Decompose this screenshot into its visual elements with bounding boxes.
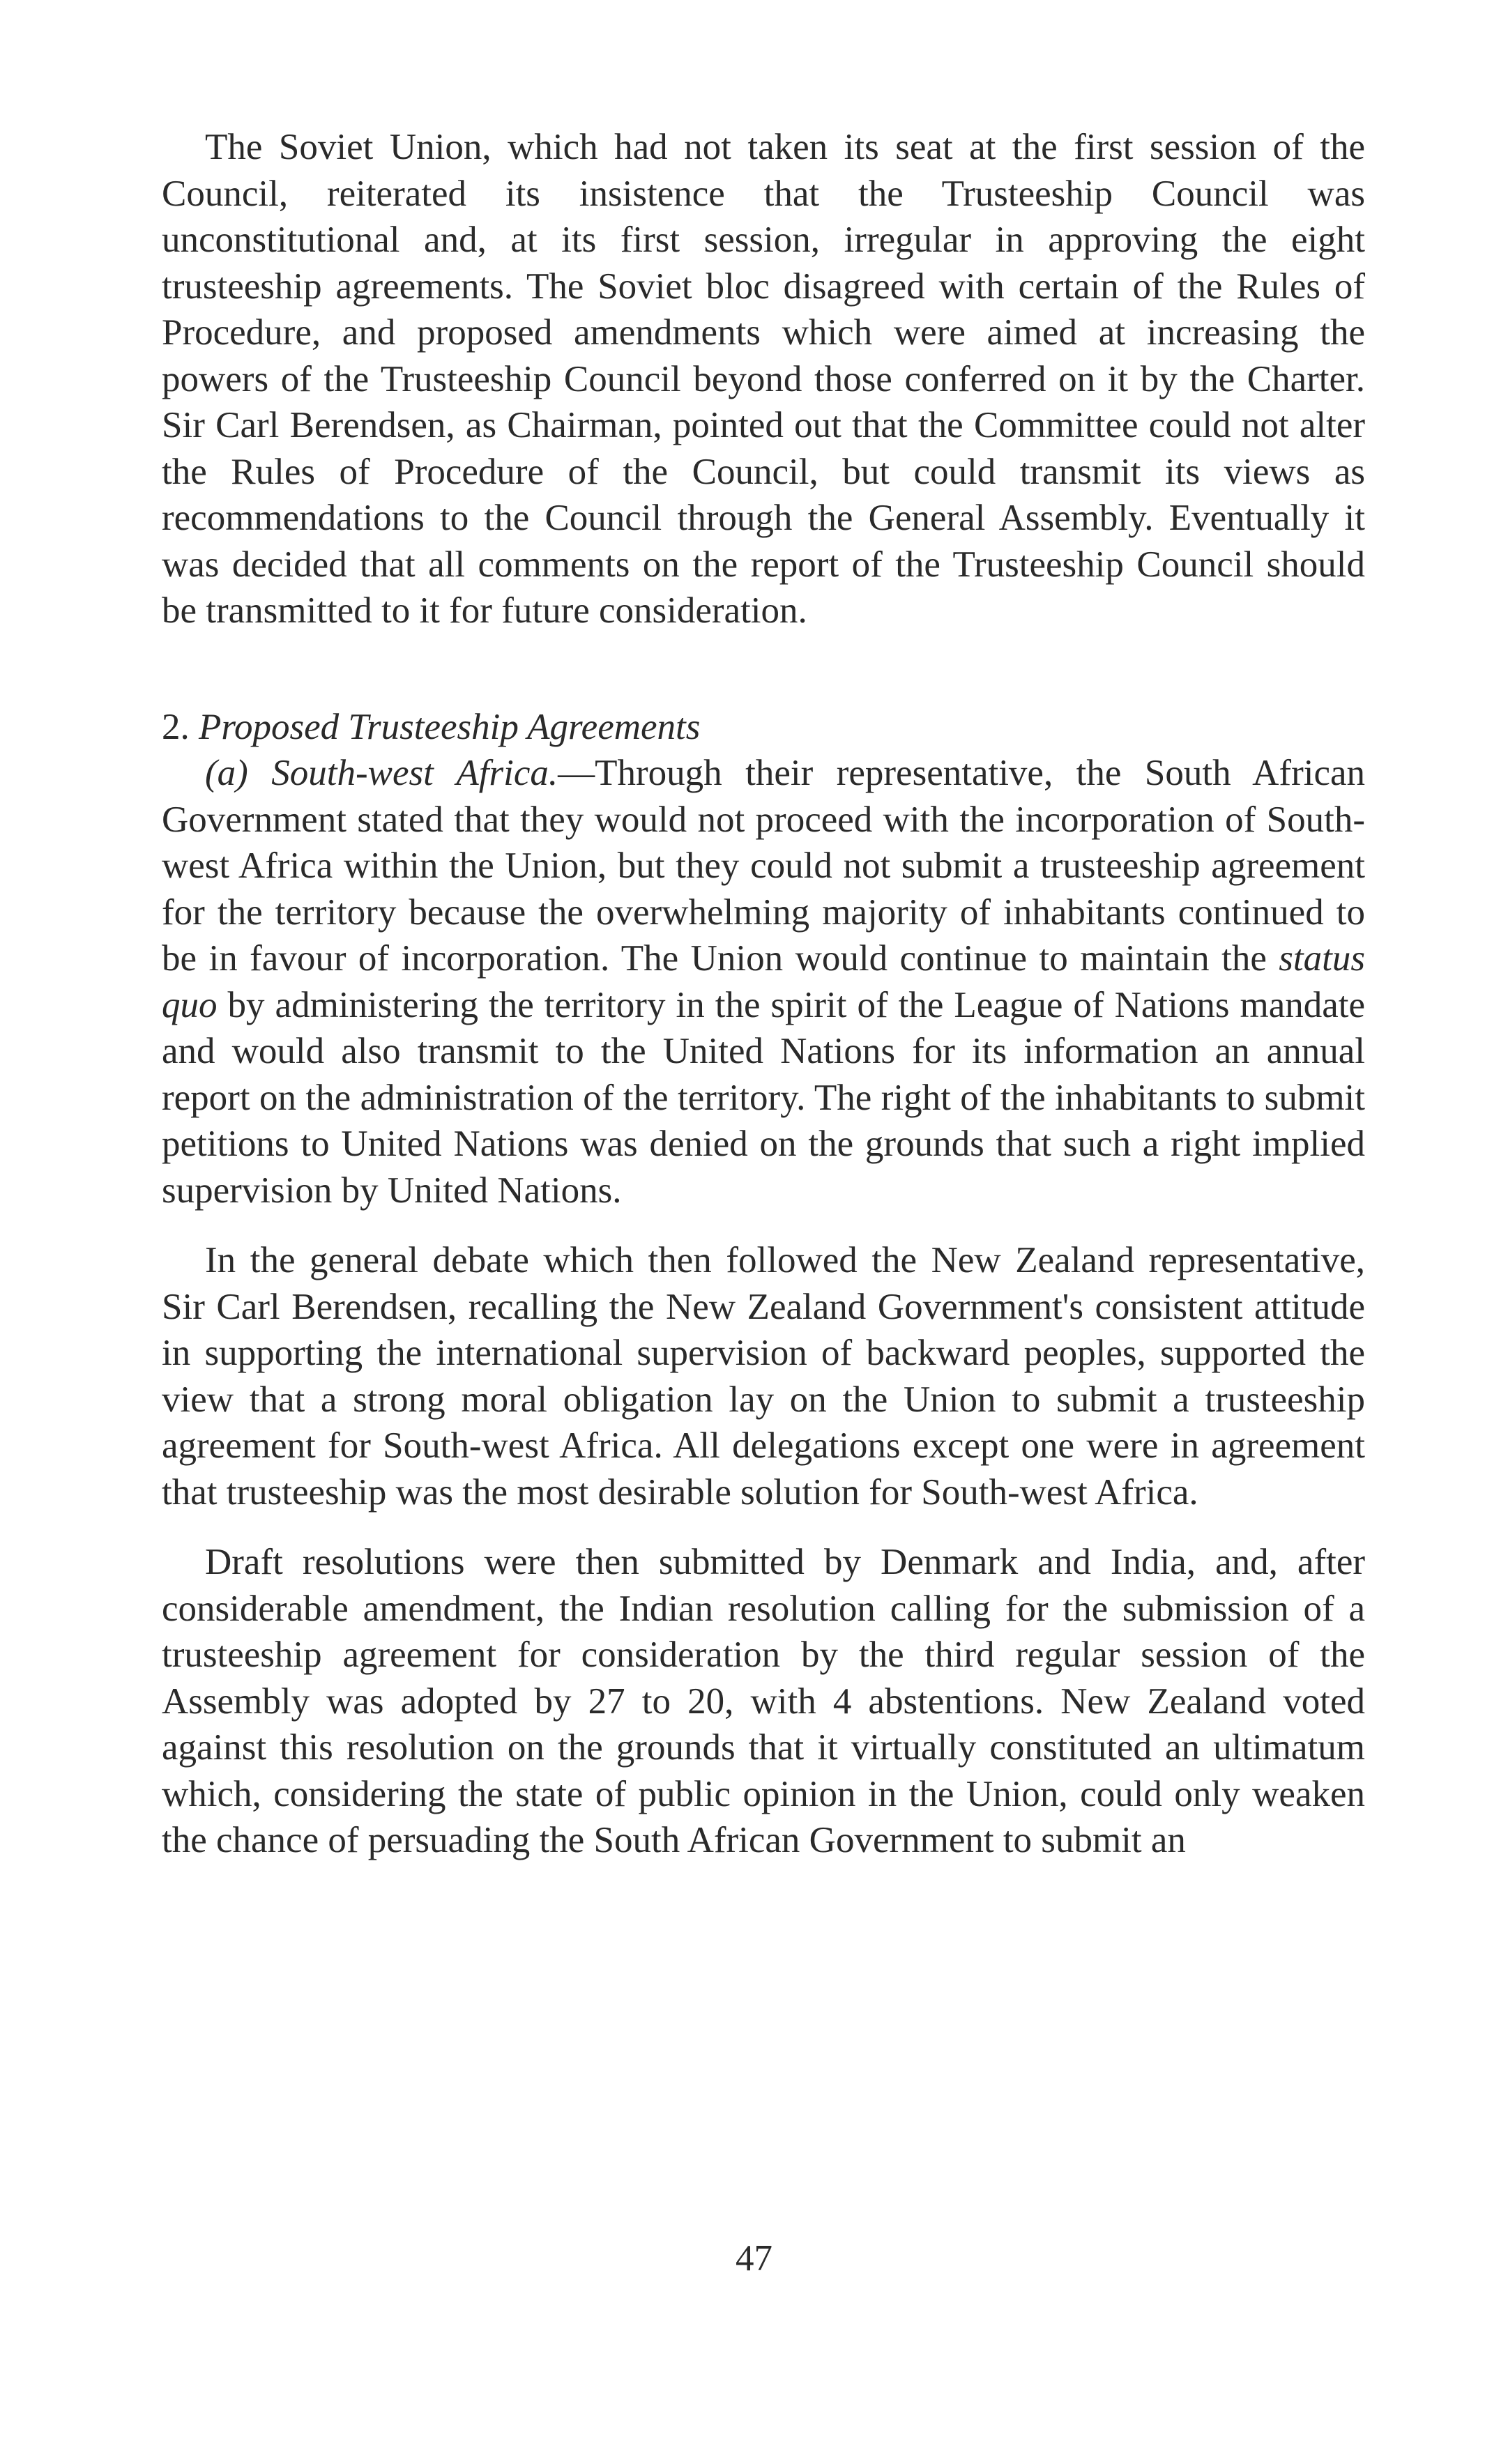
paragraph-text-continued: by administering the territory in the spirit of the League of Nations mandate and would also transmit to the United Nations for its information an annual report on the administration of the territory. The right of the inhabitants to submit petitions to United Nations was denied on the grounds that such a right implied supervision by United Nations. (162, 984, 1365, 1211)
page-number: 47 (736, 2238, 772, 2279)
paragraph-general-debate: In the general debate which then followed the New Zealand representative, Sir Carl Berendsen, recalling the New Zealand Government's consistent attitude in supporting the international supervision of backward peoples, supported the view that a strong moral obligation lay on the Union to submit a trusteeship agreement for South-west Africa. All delegations except one were in agreement that trusteeship was the most desirable solution for South-west Africa. (162, 1240, 1365, 1513)
paragraph-soviet-union: The Soviet Union, which had not taken its seat at the first session of the Council, reiterated its insistence that the Trusteeship Council was unconstitutional and, at its first session, irregular in approving the eight trusteeship agreements. The Soviet bloc disagreed with certain of the Rules of Procedure, and proposed amendments which were aimed at increasing the powers of the Trusteeship Council beyond those conferred on it by the Charter. Sir Carl Berendsen, as Chairman, pointed out that the Committee could not alter the Rules of Procedure of the Council, but could transmit its views as recommendations to the Council through the General Assembly. Eventually it was decided that all comments on the report of the Trusteeship Council should be transmitted to it for future consideration. (162, 127, 1365, 631)
page-body (162, 124, 1365, 1864)
subsection-label: (a) (205, 753, 248, 793)
paragraph-draft-resolutions: Draft resolutions were then submitted by Denmark and India, and, after considerable amendment, the Indian resolution calling for the submission of a trusteeship agreement for consideration by the third regular session of the Assembly was adopted by 27 to 20, with 4 abstentions. New Zealand voted against this resolution on the grounds that it virtually constituted an ultimatum which, considering the state of public opinion in the Union, could only weaken the chance of persuading the South African Government to submit an (162, 1542, 1365, 1860)
italic-phrase: status quo (162, 938, 1365, 1025)
paragraph-text: —Through their representative, the South African Government stated that they would not proceed with the incorporation of South-west Africa within the Union, but they could not submit a trusteeship agreement for the territory because the overwhelming majority of inhabitants continued to be in favour of incorporation. The Union would continue to maintain the (162, 753, 1365, 979)
section-title: Proposed Trusteeship Agreements (199, 706, 701, 747)
subsection-title: South-west Africa. (271, 753, 558, 793)
paragraph-south-west-africa (162, 750, 1365, 1214)
section-number: 2. (162, 706, 190, 747)
section-heading (162, 704, 1365, 751)
